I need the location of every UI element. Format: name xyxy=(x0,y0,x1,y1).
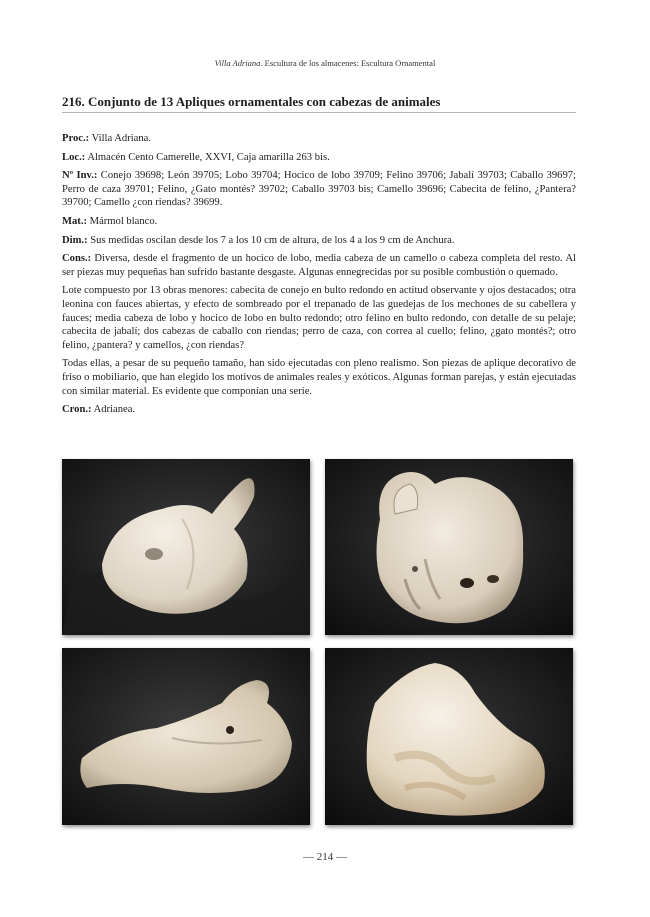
commentary-paragraph: Todas ellas, a pesar de su pequeño tamaño, han sido ejecutadas con pleno realismo. Son piezas de aplique decorativo de friso o mobiliario, que han elegido los motivos de animales reales y exóticos. Algunas forman parejas, y están ejecutadas con similar material. Es evidente que componían una serie. xyxy=(62,358,576,397)
entry-title: 216. Conjunto de 13 Apliques ornamentales con cabezas de animales xyxy=(62,94,441,109)
description-paragraph: Lote compuesto por 13 obras menores: cabecita de conejo en bulto redondo en actitud observante y ojos destacados; otra leonina con fauces abiertas, y efecto de sombreado por el trepanado de las guedejas de los mechones de su cabellera y fauces; media cabeza de lobo y hocico de lobo en bulto redondo; otro felino en bulto redondo, con detalle de su pelaje; cabecita de jabalí; dos cabezas de caballo con riendas; perro de caza, con correa al cuello; felino, ¿gato montés?; otro felino, ¿pantera? y camellos, ¿con riendas? xyxy=(62,285,576,351)
running-header-rest: . Escultura de los almacenes: Escultura Ornamental xyxy=(260,58,436,68)
catalog-entry-body xyxy=(62,132,576,422)
field-cron xyxy=(62,403,576,417)
field-mat-value: Mármol blanco. xyxy=(87,215,158,227)
field-cons xyxy=(62,252,576,279)
photo-lion-head xyxy=(325,459,573,635)
field-cons-label: Cons.: xyxy=(62,253,92,265)
field-cron-label: Cron.: xyxy=(62,404,92,416)
field-cons-value: Diversa, desde el fragmento de un hocico de lobo, media cabeza de un camello o cabeza completa del resto. Al ser piezas muy pequeñas han sufrido bastante desgaste. Algunas ennegrecidas por su posible combustión o quemado. xyxy=(62,253,576,278)
field-loc xyxy=(62,151,576,165)
photo-camel-head xyxy=(325,648,573,825)
running-header xyxy=(0,58,650,68)
field-dim-label: Dim.: xyxy=(62,234,88,246)
page-number: — 214 — xyxy=(303,851,347,863)
wolf-head-image xyxy=(62,648,310,825)
field-inv-value: Conejo 39698; León 39705; Lobo 39704; Hocico de lobo 39709; Felino 39706; Jabalí 39703; Caballo 39697; Perro de caza 39701; Felino, ¿Gato montés? 39702; Caballo 39703 bis; Camello 39696; Cabecita de felino, ¿Pantera? 39700; Camello ¿con riendas? 39699. xyxy=(62,170,576,209)
field-proc-label: Proc.: xyxy=(62,133,90,144)
field-cron-value: Adrianea. xyxy=(91,404,136,416)
field-mat-label: Mat.: xyxy=(62,215,87,227)
photo-rabbit-head xyxy=(62,459,310,635)
rabbit-head-image xyxy=(62,459,310,635)
field-dim xyxy=(62,234,576,248)
field-loc-value: Almacén Cento Camerelle, XXVI, Caja amarilla 263 bis. xyxy=(85,151,330,163)
photo-wolf-head xyxy=(62,648,310,825)
lion-head-image xyxy=(325,459,573,635)
running-header-site: Villa Adriana xyxy=(214,58,261,68)
field-proc-value: Villa Adriana. xyxy=(89,133,152,144)
field-mat xyxy=(62,215,576,229)
field-loc-label: Loc.: xyxy=(62,151,86,163)
camel-head-image xyxy=(325,648,573,825)
field-dim-value: Sus medidas oscilan desde los 7 a los 10 cm de altura, de los 4 a los 9 cm de Anchura. xyxy=(87,234,455,246)
field-inv xyxy=(62,169,576,210)
title-divider xyxy=(62,112,576,113)
field-inv-label: Nº Inv.: xyxy=(62,170,98,182)
field-proc xyxy=(62,132,576,146)
